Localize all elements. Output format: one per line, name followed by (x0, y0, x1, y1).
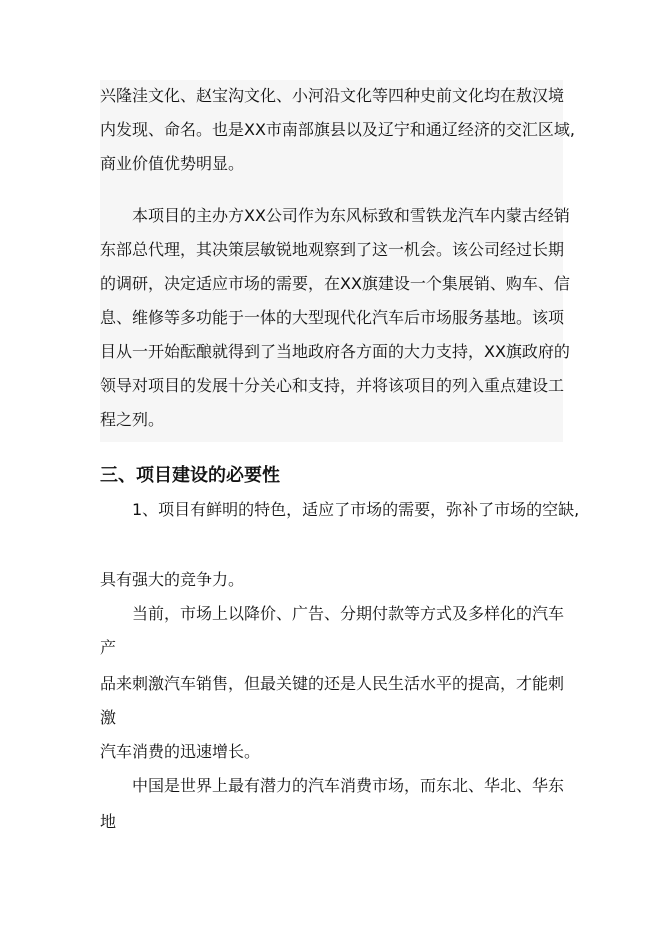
paragraph-line: 兴隆洼文化、赵宝沟文化、小河沿文化等四种史前文化均在敖汉境 (100, 86, 565, 105)
body-line: 中国是世界上最有潜力的汽车消费市场，而东北、华北、华东 (132, 776, 565, 795)
paragraph-line: 目从一开始酝酿就得到了当地政府各方面的大力支持，XX旗政府的 (100, 342, 570, 361)
body-line: 激 (100, 708, 117, 727)
paragraph-line: 程之列。 (100, 410, 165, 429)
paragraph-line: 息、维修等多功能于一体的大型现代化汽车后市场服务基地。该项 (100, 308, 565, 327)
paragraph-line: 领导对项目的发展十分关心和支持，并将该项目的列入重点建设工 (100, 376, 565, 395)
paragraph-line: 东部总代理，其决策层敏锐地观察到了这一机会。该公司经过长期 (100, 240, 565, 259)
section-heading: 三、项目建设的必要性 (100, 465, 280, 486)
body-line: 汽车消费的迅速增长。 (100, 742, 261, 761)
body-line: 1、项目有鲜明的特色，适应了市场的需要，弥补了市场的空缺, (132, 500, 580, 519)
paragraph-line: 内发现、命名。也是XX市南部旗县以及辽宁和通辽经济的交汇区域, (100, 120, 576, 139)
paragraph-line: 本项目的主办方XX公司作为东风标致和雪铁龙汽车内蒙古经销 (132, 206, 570, 225)
body-line: 品来刺激汽车销售，但最关键的还是人民生活水平的提高，才能刺 (100, 674, 565, 693)
paragraph-line: 商业价值优势明显。 (100, 154, 245, 173)
body-line: 产 (100, 638, 117, 657)
body-line: 具有强大的竞争力。 (100, 570, 245, 589)
body-line: 地 (100, 812, 117, 831)
body-line: 当前，市场上以降价、广告、分期付款等方式及多样化的汽车 (132, 604, 565, 623)
paragraph-line: 的调研，决定适应市场的需要，在XX旗建设一个集展销、购车、信 (100, 274, 570, 293)
